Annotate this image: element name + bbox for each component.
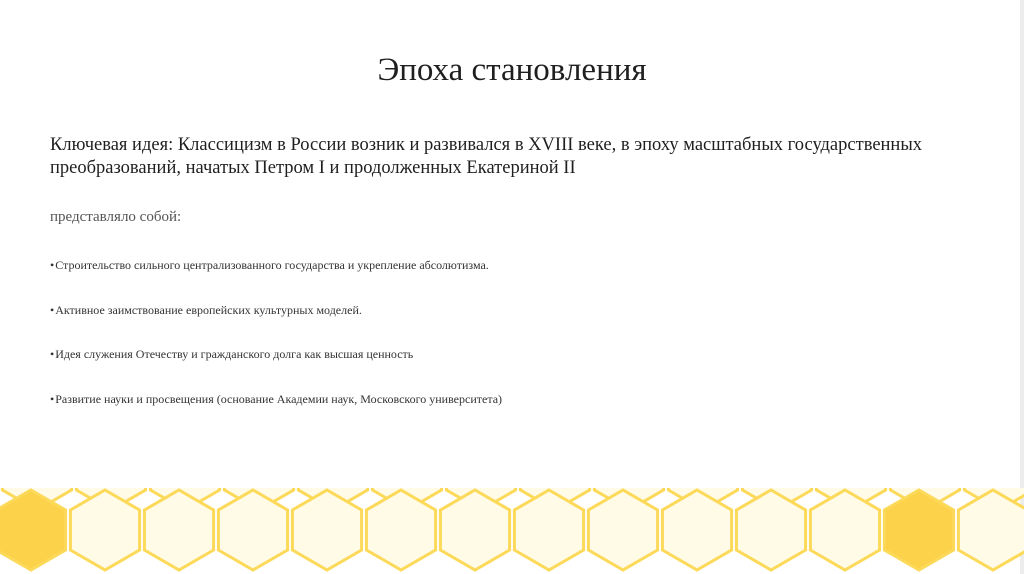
bullet-text: Строительство сильного централизованного государства и укрепление абсолютизма. — [55, 258, 489, 272]
honeycomb-cell — [588, 490, 657, 570]
bullet-text: Активное заимствование европейских культурных моделей. — [55, 302, 362, 317]
honeycomb-cell — [0, 490, 66, 570]
bullet-marker: • — [50, 391, 55, 406]
honeycomb-cell — [70, 490, 139, 570]
honeycomb-cell — [810, 490, 879, 570]
honeycomb-cell — [736, 490, 805, 570]
honeycomb-cell — [884, 490, 953, 570]
honeycomb-cell — [366, 490, 435, 570]
bullet-item — [50, 347, 502, 392]
bullet-item — [50, 258, 502, 303]
slide-title: Эпоха становления — [377, 52, 647, 88]
key-idea-text: Ключевая идея: Классицизм в России возник и развивался в XVIII веке, в эпоху масштабных государственных преобразований, начатых Петром I и продолженных Екатериной II — [50, 135, 923, 178]
bullet-item — [50, 392, 502, 437]
honeycomb-cell — [218, 490, 287, 570]
bullet-item — [50, 303, 502, 348]
bullet-marker: • — [50, 302, 55, 317]
honeycomb-border — [0, 488, 1024, 574]
honeycomb-cell — [440, 490, 509, 570]
intro-text: представляло собой: — [50, 209, 182, 225]
bullet-marker: • — [50, 258, 55, 272]
honeycomb-cell — [144, 490, 213, 570]
bullet-list — [50, 258, 502, 436]
bullet-text: Развитие науки и просвещения (основание Академии наук, Московского университета) — [55, 391, 503, 406]
bullet-text: Идея служения Отечеству и гражданского долга как высшая ценность — [55, 347, 414, 361]
honeycomb-cell — [292, 490, 361, 570]
honeycomb-cell — [662, 490, 731, 570]
bullet-marker: • — [50, 347, 55, 361]
honeycomb-cell — [514, 490, 583, 570]
honeycomb-cell — [958, 490, 1024, 570]
